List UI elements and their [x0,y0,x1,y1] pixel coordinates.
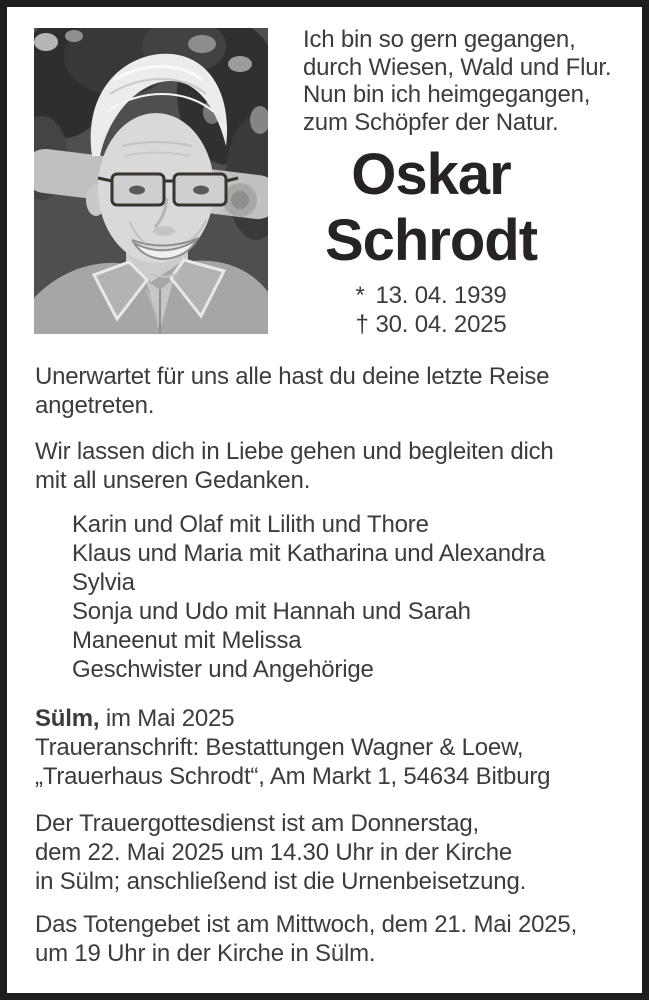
life-dates [303,282,559,339]
mourner-line: Maneenut mit Melissa [72,627,302,654]
death-date: 30. 04. 2025 [375,310,507,338]
poem-line: durch Wiesen, Wald und Flur. [303,53,612,81]
header-section [7,7,642,339]
birth-date-line [355,282,506,311]
deceased-first-name: Oskar [351,142,511,207]
portrait-photo [34,28,268,334]
mourner-line: Geschwister und Angehörige [72,656,374,683]
mourner-line: Karin und Olaf mit Lilith und Thore [72,511,429,538]
header-text-column [303,28,635,339]
deceased-last-name: Schrodt [324,208,538,273]
birth-date: 13. 04. 1939 [375,282,507,309]
text-line: angetreten. [35,392,155,419]
prayer-paragraph [35,910,632,968]
text-line: Unerwartet für uns alle hast du deine letzte Reise [35,363,550,390]
death-date-line [355,311,506,340]
address-line: Traueranschrift: Bestattungen Wagner & Loew, [35,734,524,761]
farewell-paragraph [35,437,632,495]
mourners-list [35,510,632,684]
poem-line: Nun bin ich heimgegangen, [303,81,591,108]
text-line: Wir lassen dich in Liebe gehen und begleiten dich [35,438,554,465]
text-line: in Sülm; anschließend ist die Urnenbeisetzung. [35,868,527,895]
text-line: dem 22. Mai 2025 um 14.30 Uhr in der Kirche [35,839,512,866]
text-line: Das Totengebet ist am Mittwoch, dem 21. Mai 2025, [35,911,578,938]
mourner-line: Klaus und Maria mit Katharina und Alexandra [72,540,546,567]
portrait-illustration [34,28,268,334]
memorial-poem [303,26,635,136]
mourner-line: Sonja und Udo mit Hannah und Sarah [72,598,471,625]
deceased-name [303,142,559,274]
text-line: Der Trauergottesdienst ist am Donnerstag, [35,810,480,837]
dateline-date: im Mai 2025 [99,705,235,732]
intro-paragraph [35,362,632,420]
poem-line: Ich bin so gern gegangen, [303,26,576,53]
birth-star-icon: * [355,282,365,309]
dateline-and-address [35,704,632,791]
text-line: um 19 Uhr in der Kirche in Sülm. [35,940,376,967]
service-paragraph [35,809,632,896]
death-cross-icon: † [355,310,369,338]
address-line: „Trauerhaus Schrodt“, Am Markt 1, 54634 Bitburg [35,763,551,790]
mourner-line: Sylvia [72,569,135,596]
text-line: mit all unseren Gedanken. [35,467,311,494]
obituary-body [7,362,642,968]
dateline-place: Sülm, [35,705,100,732]
dateline [35,704,632,733]
poem-line: zum Schöpfer der Natur. [303,108,559,136]
